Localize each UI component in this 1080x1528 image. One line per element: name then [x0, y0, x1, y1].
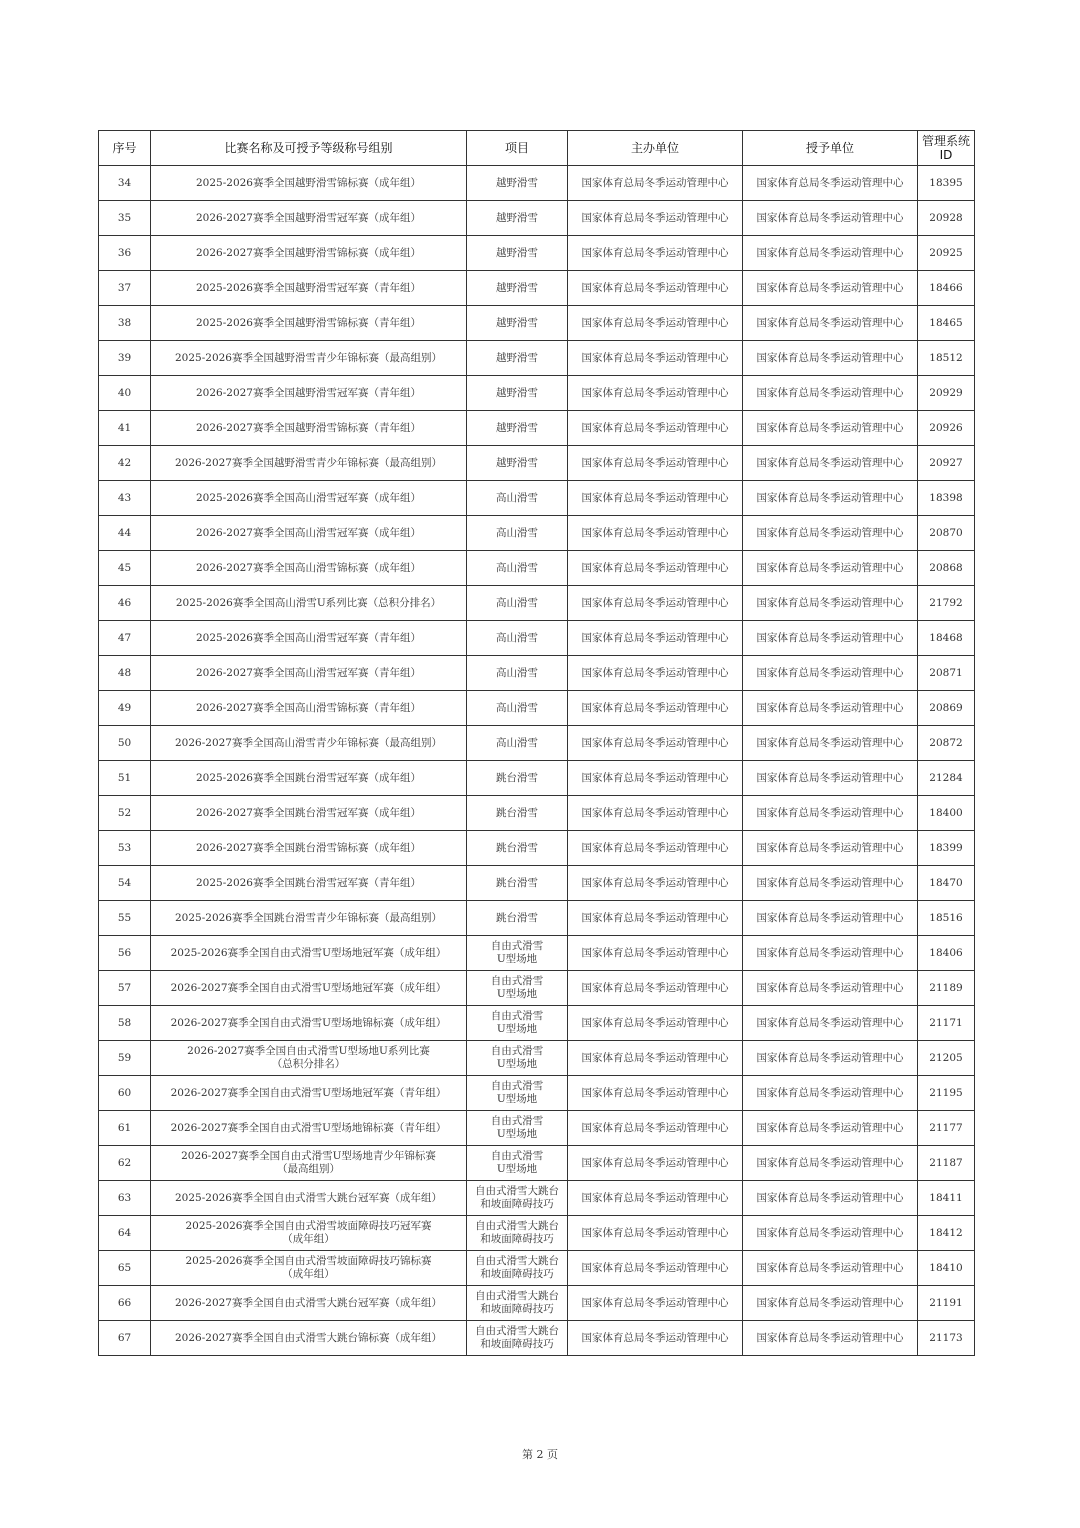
table-row	[99, 621, 975, 656]
cell-awarding-unit: 国家体育总局冬季运动管理中心	[743, 271, 918, 306]
cell-discipline: 自由式滑雪 U型场地	[467, 971, 568, 1006]
cell-index: 61	[99, 1111, 151, 1146]
cell-awarding-unit: 国家体育总局冬季运动管理中心	[743, 341, 918, 376]
cell-event-name: 2025-2026赛季全国自由式滑雪坡面障碍技巧冠军赛 （成年组）	[151, 1216, 467, 1251]
cell-awarding-unit: 国家体育总局冬季运动管理中心	[743, 1076, 918, 1111]
cell-organizer: 国家体育总局冬季运动管理中心	[568, 481, 743, 516]
cell-awarding-unit: 国家体育总局冬季运动管理中心	[743, 236, 918, 271]
cell-organizer: 国家体育总局冬季运动管理中心	[568, 341, 743, 376]
cell-system-id: 18468	[918, 621, 975, 656]
cell-organizer: 国家体育总局冬季运动管理中心	[568, 621, 743, 656]
cell-event-name: 2025-2026赛季全国越野滑雪锦标赛（成年组）	[151, 166, 467, 201]
table-row	[99, 761, 975, 796]
cell-organizer: 国家体育总局冬季运动管理中心	[568, 201, 743, 236]
cell-discipline: 自由式滑雪 U型场地	[467, 936, 568, 971]
cell-discipline: 跳台滑雪	[467, 761, 568, 796]
cell-discipline: 高山滑雪	[467, 726, 568, 761]
cell-organizer: 国家体育总局冬季运动管理中心	[568, 1146, 743, 1181]
cell-discipline: 越野滑雪	[467, 411, 568, 446]
cell-index: 55	[99, 901, 151, 936]
cell-organizer: 国家体育总局冬季运动管理中心	[568, 1251, 743, 1286]
cell-organizer: 国家体育总局冬季运动管理中心	[568, 796, 743, 831]
cell-organizer: 国家体育总局冬季运动管理中心	[568, 271, 743, 306]
table-row	[99, 376, 975, 411]
cell-index: 51	[99, 761, 151, 796]
header-discipline: 项目	[467, 131, 568, 166]
table-row	[99, 796, 975, 831]
cell-discipline: 高山滑雪	[467, 516, 568, 551]
cell-organizer: 国家体育总局冬季运动管理中心	[568, 1076, 743, 1111]
cell-organizer: 国家体育总局冬季运动管理中心	[568, 691, 743, 726]
cell-organizer: 国家体育总局冬季运动管理中心	[568, 831, 743, 866]
cell-organizer: 国家体育总局冬季运动管理中心	[568, 971, 743, 1006]
cell-index: 49	[99, 691, 151, 726]
cell-system-id: 18411	[918, 1181, 975, 1216]
table-row	[99, 1006, 975, 1041]
cell-index: 46	[99, 586, 151, 621]
cell-system-id: 20929	[918, 376, 975, 411]
cell-discipline: 自由式滑雪大跳台 和坡面障碍技巧	[467, 1321, 568, 1356]
cell-event-name: 2025-2026赛季全国高山滑雪U系列比赛（总积分排名）	[151, 586, 467, 621]
cell-discipline: 自由式滑雪 U型场地	[467, 1076, 568, 1111]
cell-index: 40	[99, 376, 151, 411]
table-row	[99, 411, 975, 446]
cell-index: 43	[99, 481, 151, 516]
cell-awarding-unit: 国家体育总局冬季运动管理中心	[743, 726, 918, 761]
cell-discipline: 高山滑雪	[467, 691, 568, 726]
cell-organizer: 国家体育总局冬季运动管理中心	[568, 551, 743, 586]
cell-discipline: 自由式滑雪大跳台 和坡面障碍技巧	[467, 1286, 568, 1321]
cell-event-name: 2025-2026赛季全国跳台滑雪青少年锦标赛（最高组别）	[151, 901, 467, 936]
cell-event-name: 2026-2027赛季全国高山滑雪锦标赛（青年组）	[151, 691, 467, 726]
cell-awarding-unit: 国家体育总局冬季运动管理中心	[743, 971, 918, 1006]
table-body	[99, 166, 975, 1356]
header-event-name: 比赛名称及可授予等级称号组别	[151, 131, 467, 166]
cell-organizer: 国家体育总局冬季运动管理中心	[568, 1181, 743, 1216]
cell-event-name: 2025-2026赛季全国越野滑雪冠军赛（青年组）	[151, 271, 467, 306]
cell-discipline: 高山滑雪	[467, 481, 568, 516]
cell-awarding-unit: 国家体育总局冬季运动管理中心	[743, 1321, 918, 1356]
events-table	[98, 130, 975, 1356]
cell-index: 36	[99, 236, 151, 271]
cell-awarding-unit: 国家体育总局冬季运动管理中心	[743, 831, 918, 866]
cell-event-name: 2026-2027赛季全国越野滑雪冠军赛（成年组）	[151, 201, 467, 236]
cell-event-name: 2025-2026赛季全国自由式滑雪U型场地冠军赛（成年组）	[151, 936, 467, 971]
table-row	[99, 866, 975, 901]
cell-index: 67	[99, 1321, 151, 1356]
table-row	[99, 656, 975, 691]
cell-index: 65	[99, 1251, 151, 1286]
cell-discipline: 自由式滑雪 U型场地	[467, 1006, 568, 1041]
table-row	[99, 201, 975, 236]
cell-event-name: 2026-2027赛季全国越野滑雪锦标赛（成年组）	[151, 236, 467, 271]
header-system-id: 管理系统ID	[918, 131, 975, 166]
cell-index: 37	[99, 271, 151, 306]
cell-discipline: 高山滑雪	[467, 586, 568, 621]
cell-discipline: 跳台滑雪	[467, 901, 568, 936]
cell-system-id: 20871	[918, 656, 975, 691]
cell-discipline: 高山滑雪	[467, 656, 568, 691]
table-row	[99, 726, 975, 761]
cell-system-id: 18516	[918, 901, 975, 936]
cell-index: 56	[99, 936, 151, 971]
table-row	[99, 446, 975, 481]
cell-awarding-unit: 国家体育总局冬季运动管理中心	[743, 691, 918, 726]
cell-organizer: 国家体育总局冬季运动管理中心	[568, 1006, 743, 1041]
table-row	[99, 551, 975, 586]
cell-system-id: 20927	[918, 446, 975, 481]
cell-awarding-unit: 国家体育总局冬季运动管理中心	[743, 656, 918, 691]
cell-index: 53	[99, 831, 151, 866]
cell-system-id: 20869	[918, 691, 975, 726]
cell-discipline: 越野滑雪	[467, 201, 568, 236]
cell-awarding-unit: 国家体育总局冬季运动管理中心	[743, 481, 918, 516]
cell-event-name: 2026-2027赛季全国自由式滑雪大跳台锦标赛（成年组）	[151, 1321, 467, 1356]
cell-event-name: 2026-2027赛季全国自由式滑雪U型场地U系列比赛 （总积分排名）	[151, 1041, 467, 1076]
cell-event-name: 2026-2027赛季全国高山滑雪冠军赛（成年组）	[151, 516, 467, 551]
cell-system-id: 20868	[918, 551, 975, 586]
table-row	[99, 901, 975, 936]
cell-organizer: 国家体育总局冬季运动管理中心	[568, 236, 743, 271]
cell-awarding-unit: 国家体育总局冬季运动管理中心	[743, 166, 918, 201]
table-row	[99, 1321, 975, 1356]
cell-awarding-unit: 国家体育总局冬季运动管理中心	[743, 866, 918, 901]
cell-system-id: 21195	[918, 1076, 975, 1111]
cell-system-id: 18406	[918, 936, 975, 971]
cell-discipline: 自由式滑雪 U型场地	[467, 1146, 568, 1181]
cell-organizer: 国家体育总局冬季运动管理中心	[568, 516, 743, 551]
cell-discipline: 越野滑雪	[467, 166, 568, 201]
cell-event-name: 2025-2026赛季全国跳台滑雪冠军赛（青年组）	[151, 866, 467, 901]
cell-awarding-unit: 国家体育总局冬季运动管理中心	[743, 446, 918, 481]
cell-organizer: 国家体育总局冬季运动管理中心	[568, 656, 743, 691]
cell-system-id: 21189	[918, 971, 975, 1006]
cell-event-name: 2025-2026赛季全国高山滑雪冠军赛（成年组）	[151, 481, 467, 516]
table-row	[99, 586, 975, 621]
cell-awarding-unit: 国家体育总局冬季运动管理中心	[743, 1006, 918, 1041]
cell-system-id: 20925	[918, 236, 975, 271]
header-organizer: 主办单位	[568, 131, 743, 166]
cell-index: 66	[99, 1286, 151, 1321]
cell-organizer: 国家体育总局冬季运动管理中心	[568, 166, 743, 201]
table-row	[99, 306, 975, 341]
cell-awarding-unit: 国家体育总局冬季运动管理中心	[743, 586, 918, 621]
cell-event-name: 2025-2026赛季全国越野滑雪锦标赛（青年组）	[151, 306, 467, 341]
cell-awarding-unit: 国家体育总局冬季运动管理中心	[743, 201, 918, 236]
cell-awarding-unit: 国家体育总局冬季运动管理中心	[743, 901, 918, 936]
cell-event-name: 2026-2027赛季全国自由式滑雪U型场地冠军赛（成年组）	[151, 971, 467, 1006]
cell-organizer: 国家体育总局冬季运动管理中心	[568, 586, 743, 621]
cell-system-id: 21191	[918, 1286, 975, 1321]
table-row	[99, 1181, 975, 1216]
cell-index: 39	[99, 341, 151, 376]
cell-event-name: 2026-2027赛季全国越野滑雪锦标赛（青年组）	[151, 411, 467, 446]
cell-discipline: 自由式滑雪大跳台 和坡面障碍技巧	[467, 1181, 568, 1216]
cell-index: 48	[99, 656, 151, 691]
cell-event-name: 2026-2027赛季全国自由式滑雪U型场地锦标赛（成年组）	[151, 1006, 467, 1041]
cell-discipline: 越野滑雪	[467, 341, 568, 376]
cell-system-id: 18470	[918, 866, 975, 901]
cell-organizer: 国家体育总局冬季运动管理中心	[568, 306, 743, 341]
cell-awarding-unit: 国家体育总局冬季运动管理中心	[743, 1111, 918, 1146]
table-row	[99, 971, 975, 1006]
cell-index: 41	[99, 411, 151, 446]
table-row	[99, 481, 975, 516]
table-row	[99, 166, 975, 201]
cell-discipline: 高山滑雪	[467, 621, 568, 656]
cell-discipline: 越野滑雪	[467, 306, 568, 341]
cell-index: 63	[99, 1181, 151, 1216]
cell-awarding-unit: 国家体育总局冬季运动管理中心	[743, 796, 918, 831]
cell-organizer: 国家体育总局冬季运动管理中心	[568, 411, 743, 446]
cell-system-id: 21173	[918, 1321, 975, 1356]
cell-event-name: 2026-2027赛季全国自由式滑雪U型场地青少年锦标赛 （最高组别）	[151, 1146, 467, 1181]
cell-index: 47	[99, 621, 151, 656]
cell-event-name: 2025-2026赛季全国高山滑雪冠军赛（青年组）	[151, 621, 467, 656]
table-row	[99, 1286, 975, 1321]
cell-event-name: 2026-2027赛季全国自由式滑雪大跳台冠军赛（成年组）	[151, 1286, 467, 1321]
cell-discipline: 越野滑雪	[467, 271, 568, 306]
cell-system-id: 21792	[918, 586, 975, 621]
cell-event-name: 2026-2027赛季全国越野滑雪冠军赛（青年组）	[151, 376, 467, 411]
cell-discipline: 越野滑雪	[467, 376, 568, 411]
table-row	[99, 341, 975, 376]
cell-index: 58	[99, 1006, 151, 1041]
cell-system-id: 21284	[918, 761, 975, 796]
page-number: 第 2 页	[522, 1448, 558, 1461]
cell-index: 62	[99, 1146, 151, 1181]
cell-organizer: 国家体育总局冬季运动管理中心	[568, 1286, 743, 1321]
cell-index: 57	[99, 971, 151, 1006]
cell-organizer: 国家体育总局冬季运动管理中心	[568, 1321, 743, 1356]
table-row	[99, 1216, 975, 1251]
cell-system-id: 20872	[918, 726, 975, 761]
cell-awarding-unit: 国家体育总局冬季运动管理中心	[743, 551, 918, 586]
cell-index: 34	[99, 166, 151, 201]
cell-awarding-unit: 国家体育总局冬季运动管理中心	[743, 761, 918, 796]
cell-event-name: 2025-2026赛季全国跳台滑雪冠军赛（成年组）	[151, 761, 467, 796]
cell-system-id: 18395	[918, 166, 975, 201]
cell-index: 44	[99, 516, 151, 551]
cell-awarding-unit: 国家体育总局冬季运动管理中心	[743, 411, 918, 446]
cell-awarding-unit: 国家体育总局冬季运动管理中心	[743, 516, 918, 551]
cell-organizer: 国家体育总局冬季运动管理中心	[568, 376, 743, 411]
cell-organizer: 国家体育总局冬季运动管理中心	[568, 761, 743, 796]
cell-index: 35	[99, 201, 151, 236]
table-row	[99, 936, 975, 971]
cell-discipline: 越野滑雪	[467, 446, 568, 481]
cell-event-name: 2025-2026赛季全国自由式滑雪坡面障碍技巧锦标赛 （成年组）	[151, 1251, 467, 1286]
cell-organizer: 国家体育总局冬季运动管理中心	[568, 1041, 743, 1076]
table-row	[99, 271, 975, 306]
cell-system-id: 18412	[918, 1216, 975, 1251]
cell-discipline: 越野滑雪	[467, 236, 568, 271]
cell-event-name: 2026-2027赛季全国高山滑雪青少年锦标赛（最高组别）	[151, 726, 467, 761]
cell-discipline: 自由式滑雪 U型场地	[467, 1041, 568, 1076]
cell-discipline: 自由式滑雪大跳台 和坡面障碍技巧	[467, 1251, 568, 1286]
table-row	[99, 236, 975, 271]
cell-awarding-unit: 国家体育总局冬季运动管理中心	[743, 1251, 918, 1286]
cell-event-name: 2026-2027赛季全国跳台滑雪冠军赛（成年组）	[151, 796, 467, 831]
table-row	[99, 1076, 975, 1111]
cell-awarding-unit: 国家体育总局冬季运动管理中心	[743, 1216, 918, 1251]
cell-system-id: 18400	[918, 796, 975, 831]
cell-discipline: 跳台滑雪	[467, 831, 568, 866]
cell-event-name: 2026-2027赛季全国越野滑雪青少年锦标赛（最高组别）	[151, 446, 467, 481]
cell-index: 50	[99, 726, 151, 761]
cell-index: 54	[99, 866, 151, 901]
cell-awarding-unit: 国家体育总局冬季运动管理中心	[743, 306, 918, 341]
cell-index: 64	[99, 1216, 151, 1251]
cell-event-name: 2026-2027赛季全国高山滑雪锦标赛（成年组）	[151, 551, 467, 586]
cell-system-id: 18465	[918, 306, 975, 341]
cell-system-id: 20870	[918, 516, 975, 551]
cell-awarding-unit: 国家体育总局冬季运动管理中心	[743, 1041, 918, 1076]
cell-system-id: 20926	[918, 411, 975, 446]
cell-system-id: 20928	[918, 201, 975, 236]
cell-organizer: 国家体育总局冬季运动管理中心	[568, 866, 743, 901]
table-row	[99, 831, 975, 866]
cell-discipline: 跳台滑雪	[467, 796, 568, 831]
cell-system-id: 18399	[918, 831, 975, 866]
cell-index: 59	[99, 1041, 151, 1076]
cell-event-name: 2026-2027赛季全国高山滑雪冠军赛（青年组）	[151, 656, 467, 691]
cell-event-name: 2026-2027赛季全国跳台滑雪锦标赛（成年组）	[151, 831, 467, 866]
cell-system-id: 18466	[918, 271, 975, 306]
cell-system-id: 18410	[918, 1251, 975, 1286]
cell-index: 60	[99, 1076, 151, 1111]
cell-system-id: 21187	[918, 1146, 975, 1181]
cell-system-id: 18512	[918, 341, 975, 376]
cell-event-name: 2026-2027赛季全国自由式滑雪U型场地冠军赛（青年组）	[151, 1076, 467, 1111]
cell-discipline: 自由式滑雪 U型场地	[467, 1111, 568, 1146]
cell-event-name: 2025-2026赛季全国自由式滑雪大跳台冠军赛（成年组）	[151, 1181, 467, 1216]
cell-index: 42	[99, 446, 151, 481]
cell-system-id: 21177	[918, 1111, 975, 1146]
cell-awarding-unit: 国家体育总局冬季运动管理中心	[743, 936, 918, 971]
header-index: 序号	[99, 131, 151, 166]
cell-index: 38	[99, 306, 151, 341]
cell-awarding-unit: 国家体育总局冬季运动管理中心	[743, 1286, 918, 1321]
table-header-row	[99, 131, 975, 166]
cell-event-name: 2026-2027赛季全国自由式滑雪U型场地锦标赛（青年组）	[151, 1111, 467, 1146]
cell-awarding-unit: 国家体育总局冬季运动管理中心	[743, 1181, 918, 1216]
header-awarding-unit: 授予单位	[743, 131, 918, 166]
table-row	[99, 691, 975, 726]
table-row	[99, 1041, 975, 1076]
cell-system-id: 21205	[918, 1041, 975, 1076]
cell-discipline: 高山滑雪	[467, 551, 568, 586]
cell-awarding-unit: 国家体育总局冬季运动管理中心	[743, 621, 918, 656]
cell-event-name: 2025-2026赛季全国越野滑雪青少年锦标赛（最高组别）	[151, 341, 467, 376]
table-row	[99, 1251, 975, 1286]
table-row	[99, 1111, 975, 1146]
cell-awarding-unit: 国家体育总局冬季运动管理中心	[743, 1146, 918, 1181]
cell-awarding-unit: 国家体育总局冬季运动管理中心	[743, 376, 918, 411]
cell-organizer: 国家体育总局冬季运动管理中心	[568, 901, 743, 936]
cell-organizer: 国家体育总局冬季运动管理中心	[568, 446, 743, 481]
cell-index: 45	[99, 551, 151, 586]
cell-organizer: 国家体育总局冬季运动管理中心	[568, 1111, 743, 1146]
cell-organizer: 国家体育总局冬季运动管理中心	[568, 936, 743, 971]
cell-discipline: 自由式滑雪大跳台 和坡面障碍技巧	[467, 1216, 568, 1251]
cell-system-id: 21171	[918, 1006, 975, 1041]
cell-organizer: 国家体育总局冬季运动管理中心	[568, 726, 743, 761]
cell-system-id: 18398	[918, 481, 975, 516]
cell-discipline: 跳台滑雪	[467, 866, 568, 901]
table-row	[99, 1146, 975, 1181]
cell-organizer: 国家体育总局冬季运动管理中心	[568, 1216, 743, 1251]
cell-index: 52	[99, 796, 151, 831]
table-row	[99, 516, 975, 551]
